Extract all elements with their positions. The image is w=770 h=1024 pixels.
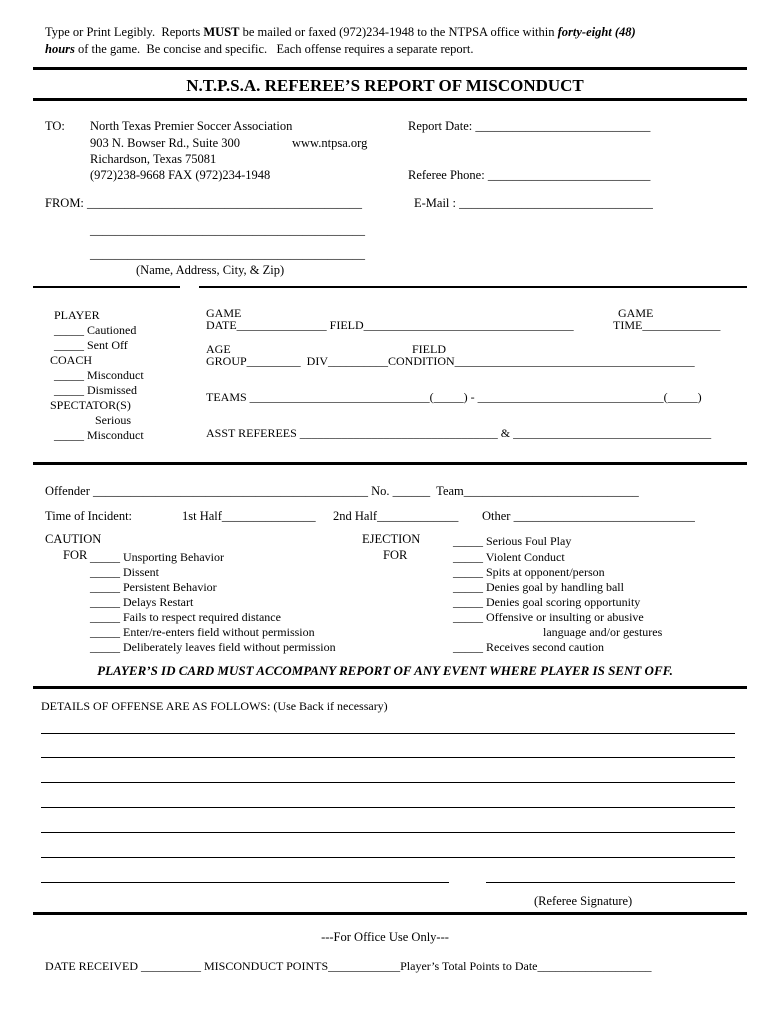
details-line-4[interactable] xyxy=(41,807,735,808)
instructions-hours: hours xyxy=(45,42,75,56)
right-block-rule xyxy=(199,286,747,288)
title-top-rule xyxy=(33,67,747,70)
instructions-text-a: Type or Print Legibly. Reports xyxy=(45,25,204,39)
instructions-text-b: be mailed or faxed (972)234-1948 to the NTPSA office within xyxy=(239,25,558,39)
coach-label: COACH xyxy=(50,353,93,367)
signature-caption: (Referee Signature) xyxy=(534,894,633,908)
office-use-fields[interactable]: DATE RECEIVED __________ MISCONDUCT POINTS____________Player’s Total Points to Date___________________ xyxy=(45,959,652,973)
to-street: 903 N. Bowser Rd., Suite 300 xyxy=(90,136,240,150)
game-date-field[interactable]: DATE_______________ FIELD___________________________________ xyxy=(206,318,574,332)
ejection-item-handling[interactable]: _____ Denies goal by handling ball xyxy=(453,580,624,594)
ejection-item-serious-foul[interactable]: _____ Serious Foul Play xyxy=(453,534,572,548)
offender-top-rule xyxy=(33,462,747,465)
to-org-name: North Texas Premier Soccer Association xyxy=(90,119,293,133)
from-line-2[interactable]: ____________________________________________ xyxy=(90,223,365,237)
age-label: AGE xyxy=(206,342,231,356)
to-city: Richardson, Texas 75081 xyxy=(90,152,217,166)
cautioned-check[interactable]: _____ Cautioned xyxy=(54,323,137,337)
title-bottom-rule xyxy=(33,98,747,101)
from-caption: (Name, Address, City, & Zip) xyxy=(136,263,285,277)
caution-title: CAUTION xyxy=(45,532,102,546)
age-group-field[interactable]: GROUP_________ DIV__________CONDITION________________________________________ xyxy=(206,354,695,368)
dismissed-check[interactable]: _____ Dismissed xyxy=(54,383,138,397)
ejection-item-offensive-cont: language and/or gestures xyxy=(543,625,663,639)
other-field[interactable]: Other _____________________________ xyxy=(482,509,695,523)
instructions-deadline: forty-eight (48) xyxy=(557,25,636,39)
office-use-title: ---For Office Use Only--- xyxy=(321,930,449,944)
instructions-line-2 xyxy=(45,43,473,56)
details-line-7[interactable] xyxy=(41,882,449,883)
game-label: GAME xyxy=(206,306,242,320)
from-field[interactable]: FROM: ____________________________________________ xyxy=(45,196,363,210)
referee-phone-field[interactable]: Referee Phone: __________________________ xyxy=(408,168,651,182)
caution-for-label: FOR xyxy=(63,548,88,562)
coach-misconduct-check[interactable]: _____ Misconduct xyxy=(54,368,144,382)
instructions-line-1 xyxy=(45,26,636,39)
ejection-item-violent[interactable]: _____ Violent Conduct xyxy=(453,550,565,564)
ejection-title: EJECTION xyxy=(362,532,421,546)
time-of-incident-label: Time of Incident: xyxy=(45,509,133,523)
ejection-for-label: FOR xyxy=(383,548,408,562)
caution-item-unsporting[interactable]: _____ Unsporting Behavior xyxy=(90,550,224,564)
details-label: DETAILS OF OFFENSE ARE AS FOLLOWS: (Use Back if necessary) xyxy=(41,699,388,713)
report-date-field[interactable]: Report Date: ____________________________ xyxy=(408,119,651,133)
instructions-text-c: of the game. Be concise and specific. Each offense requires a separate report. xyxy=(74,42,474,56)
caution-item-delays-restart[interactable]: _____ Delays Restart xyxy=(90,595,194,609)
field-label: FIELD xyxy=(412,342,446,356)
caution-item-dissent[interactable]: _____ Dissent xyxy=(90,565,159,579)
game-time-field[interactable]: TIME_____________ xyxy=(613,318,721,332)
caution-item-persistent[interactable]: _____ Persistent Behavior xyxy=(90,580,217,594)
offender-field[interactable]: Offender ____________________________________________ No. ______ Team____________________________ xyxy=(45,484,639,498)
to-website: www.ntpsa.org xyxy=(292,136,368,150)
serious-misconduct-check[interactable]: _____ Misconduct xyxy=(54,428,144,442)
details-line-3[interactable] xyxy=(41,782,735,783)
player-label: PLAYER xyxy=(54,308,100,322)
caution-item-leaves[interactable]: _____ Deliberately leaves field without permission xyxy=(90,640,336,654)
details-top-rule xyxy=(33,686,747,689)
signature-line[interactable] xyxy=(486,882,735,883)
from-line-3[interactable]: ____________________________________________ xyxy=(90,247,365,261)
details-line-2[interactable] xyxy=(41,757,735,758)
spectator-label: SPECTATOR(S) xyxy=(50,398,131,412)
ejection-item-denies-opportunity[interactable]: _____ Denies goal scoring opportunity xyxy=(453,595,641,609)
ejection-item-second-caution[interactable]: _____ Receives second caution xyxy=(453,640,604,654)
to-phone-fax: (972)238-9668 FAX (972)234-1948 xyxy=(90,168,271,182)
details-line-5[interactable] xyxy=(41,832,735,833)
caution-item-distance[interactable]: _____ Fails to respect required distance xyxy=(90,610,281,624)
email-field[interactable]: E-Mail : _______________________________ xyxy=(414,196,653,210)
second-half-field[interactable]: 2nd Half_____________ xyxy=(333,509,459,523)
left-block-rule xyxy=(33,286,180,288)
details-line-1[interactable] xyxy=(41,733,735,734)
id-card-notice: PLAYER’S ID CARD MUST ACCOMPANY REPORT OF ANY EVENT WHERE PLAYER IS SENT OFF. xyxy=(97,663,673,678)
to-label: TO: xyxy=(45,119,65,133)
asst-referees-field[interactable]: ASST REFEREES _________________________________ & _________________________________ xyxy=(206,426,712,440)
game-time-label: GAME xyxy=(618,306,654,320)
details-line-6[interactable] xyxy=(41,857,735,858)
serious-label: Serious xyxy=(95,413,131,427)
sent-off-check[interactable]: _____ Sent Off xyxy=(54,338,128,352)
caution-item-enter[interactable]: _____ Enter/re-enters field without permission xyxy=(90,625,315,639)
ejection-item-spits[interactable]: _____ Spits at opponent/person xyxy=(453,565,605,579)
teams-field[interactable]: TEAMS ______________________________(_____) - _______________________________(_____) xyxy=(206,390,702,404)
page-title: N.T.P.S.A. REFEREE’S REPORT OF MISCONDUCT xyxy=(186,76,584,95)
instructions-must: MUST xyxy=(203,25,240,39)
ejection-item-offensive[interactable]: _____ Offensive or insulting or abusive xyxy=(453,610,644,624)
first-half-field[interactable]: 1st Half_______________ xyxy=(182,509,316,523)
office-top-rule xyxy=(33,912,747,915)
